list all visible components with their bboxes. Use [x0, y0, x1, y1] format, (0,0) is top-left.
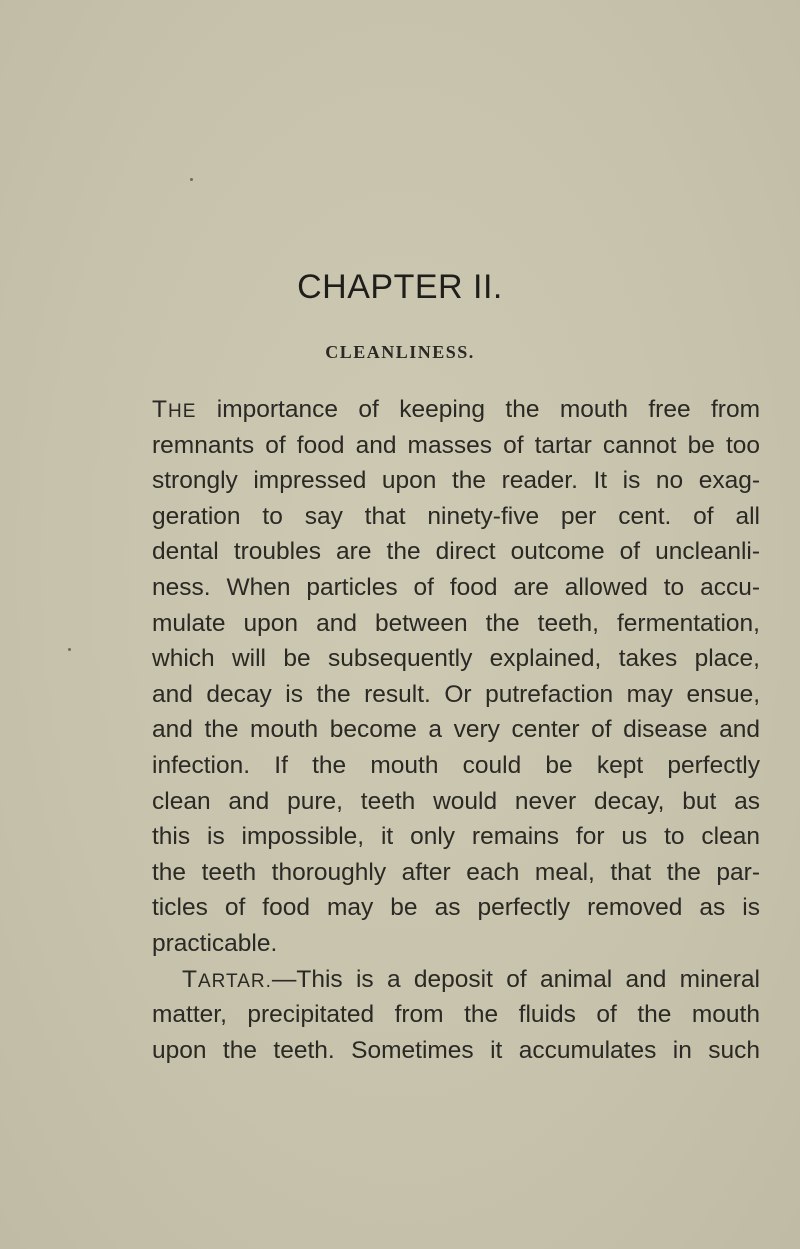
text-line: ness. When particles of food are allowed to accu- — [152, 573, 760, 601]
text-line: this is impossible, it only remains for us to clean — [152, 823, 760, 851]
text-line: strongly impressed upon the reader. It is no exag- — [152, 467, 760, 495]
text-line: geration to say that ninety-five per cent. of all — [152, 502, 760, 530]
body-text — [152, 392, 760, 1068]
text-line: matter, precipitated from the fluids of the mouth — [152, 1001, 760, 1029]
text-line: remnants of food and masses of tartar cannot be too — [152, 431, 760, 459]
text-line: THE importance of keeping the mouth free from — [152, 396, 760, 423]
lead-word: THE — [152, 396, 197, 423]
text-line: TARTAR.—This is a deposit of animal and mineral — [182, 965, 760, 993]
text-line: and the mouth become a very center of disease and — [152, 716, 760, 744]
text-line: the teeth thoroughly after each meal, that the par- — [152, 858, 760, 886]
text-line: ticles of food may be as perfectly removed as is — [152, 894, 760, 922]
chapter-heading: CHAPTER II. — [297, 268, 503, 306]
section-title: CLEANLINESS. — [325, 342, 475, 362]
text-line: infection. If the mouth could be kept perfectly — [152, 751, 760, 779]
text-line: clean and pure, teeth would never decay, but as — [152, 787, 760, 815]
page-speck — [68, 648, 71, 651]
text-line: dental troubles are the direct outcome of uncleanli- — [152, 538, 760, 566]
text-line: practicable. — [152, 929, 278, 957]
text-line: which will be subsequently explained, takes place, — [152, 645, 760, 673]
text-line: and decay is the result. Or putrefaction may ensue, — [152, 680, 760, 708]
lead-word: TARTAR. — [182, 965, 272, 993]
page-speck — [190, 178, 193, 181]
text-line: mulate upon and between the teeth, fermentation, — [152, 609, 760, 637]
text-line: upon the teeth. Sometimes it accumulates in such — [152, 1036, 760, 1064]
